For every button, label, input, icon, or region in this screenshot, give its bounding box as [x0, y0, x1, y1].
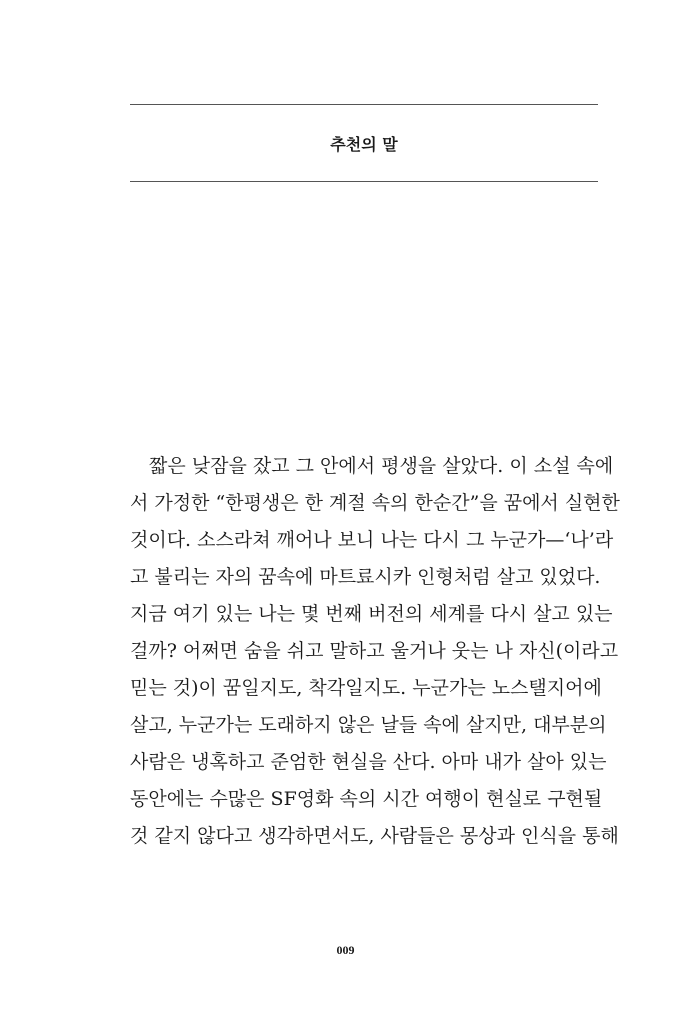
- text-line: 것 같지 않다고 생각하면서도, 사람들은 몽상과 인식을 통해: [130, 825, 619, 847]
- text-line: 서 가정한 “한평생은 한 계절 속의 한순간”을 꿈에서 실현한: [130, 492, 620, 514]
- text-line: 동안에는 수많은 SF영화 속의 시간 여행이 현실로 구현될: [130, 788, 603, 810]
- chapter-title: 추천의 말: [330, 135, 398, 154]
- body-text: [130, 452, 620, 859]
- title-bottom-rule: [130, 181, 598, 182]
- text-line: 것이다. 소스라쳐 깨어나 보니 나는 다시 그 누군가—‘나’라: [130, 529, 614, 551]
- text-line: 사람은 냉혹하고 준엄한 현실을 산다. 아마 내가 살아 있는: [130, 751, 607, 773]
- text-line: 고 불리는 자의 꿈속에 마트료시카 인형처럼 살고 있었다.: [130, 566, 601, 588]
- text-line: 짧은 낮잠을 잤고 그 안에서 평생을 살았다. 이 소설 속에: [149, 455, 614, 477]
- page-number: 009: [336, 943, 355, 957]
- text-line: 살고, 누군가는 도래하지 않은 날들 속에 살지만, 대부분의: [130, 714, 607, 736]
- text-line: 지금 여기 있는 나는 몇 번째 버전의 세계를 다시 살고 있는: [130, 603, 613, 625]
- top-rule: [130, 104, 598, 105]
- text-line: 믿는 것)이 꿈일지도, 착각일지도. 누군가는 노스탤지어에: [130, 677, 602, 699]
- text-line: 걸까? 어쩌면 숨을 쉬고 말하고 울거나 웃는 나 자신(이라고: [130, 640, 619, 662]
